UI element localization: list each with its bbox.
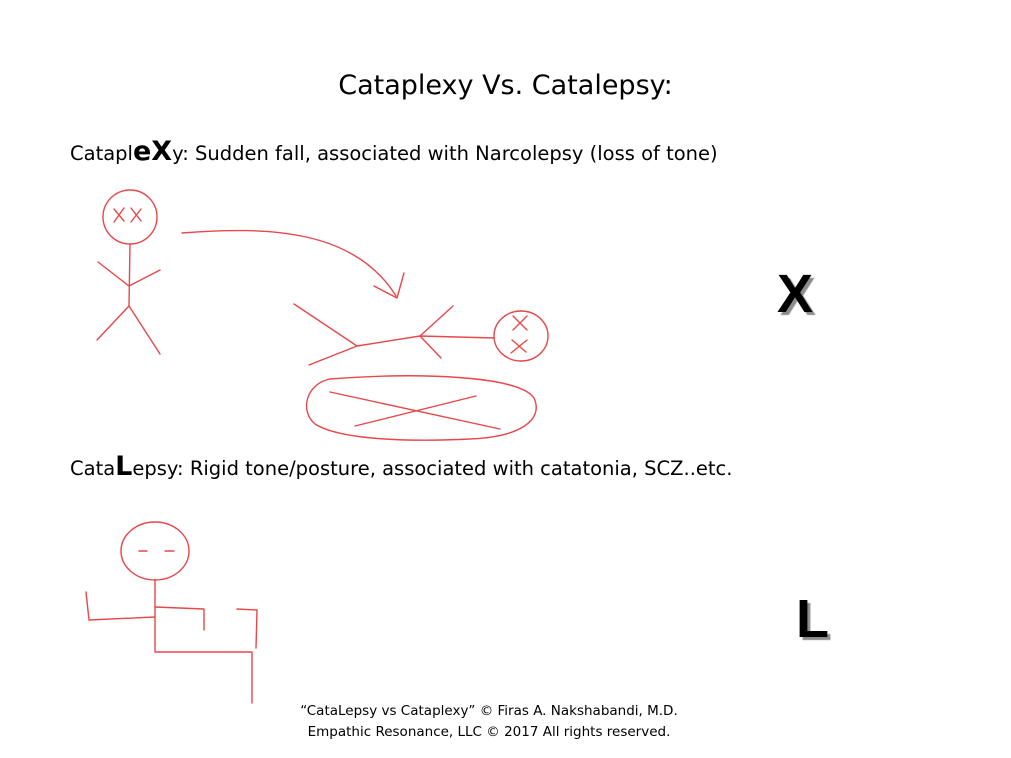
mnemonic-l-letter: L (796, 589, 829, 649)
fallen-figure-legs (294, 304, 357, 365)
footer-line-2: Empathic Resonance, LLC © 2017 All rights reserved. (307, 724, 671, 740)
fallen-figure-arms (420, 306, 453, 358)
figure-body (129, 244, 130, 306)
rigid-figure-sketch (86, 522, 257, 703)
ground-oval-sketch (307, 376, 537, 440)
fallen-head-x-eyes (511, 316, 527, 353)
rigid-right-arm (155, 607, 204, 630)
cataplexy-description: y: Sudden fall, associated with Narcolepsy (loss of tone) (172, 142, 718, 165)
fallen-figure-head (494, 311, 548, 361)
cataplexy-highlight: eX (132, 136, 173, 167)
fall-arrow-curve (182, 231, 396, 296)
rigid-body-and-legs (155, 580, 252, 703)
catalepsy-highlight: L (115, 451, 133, 482)
figure-legs (97, 306, 160, 354)
ground-cross-lines (330, 392, 500, 429)
fall-arrow-sketch (182, 231, 404, 298)
ground-oval (307, 376, 537, 440)
rigid-left-arm (86, 592, 155, 620)
standing-figure-sketch (97, 190, 160, 354)
standing-figure-head (103, 190, 157, 244)
fallen-figure-sketch (294, 304, 548, 365)
slide-title: Cataplexy Vs. Catalepsy: (338, 70, 673, 101)
catalepsy-description: epsy: Rigid tone/posture, associated with catatonia, SCZ..etc. (132, 457, 733, 480)
catalepsy-prefix: Cata (70, 457, 116, 480)
rigid-extended-limb (237, 609, 257, 648)
copyright-footer (0, 701, 978, 743)
cataplexy-prefix: Catapl (70, 142, 133, 165)
head-x-eyes (114, 208, 141, 222)
rigid-figure-head (121, 522, 189, 580)
footer-line-1: “CataLepsy vs Cataplexy” © Firas A. Nakshabandi, M.D. (300, 703, 678, 719)
mnemonic-x-letter: X (777, 264, 814, 324)
